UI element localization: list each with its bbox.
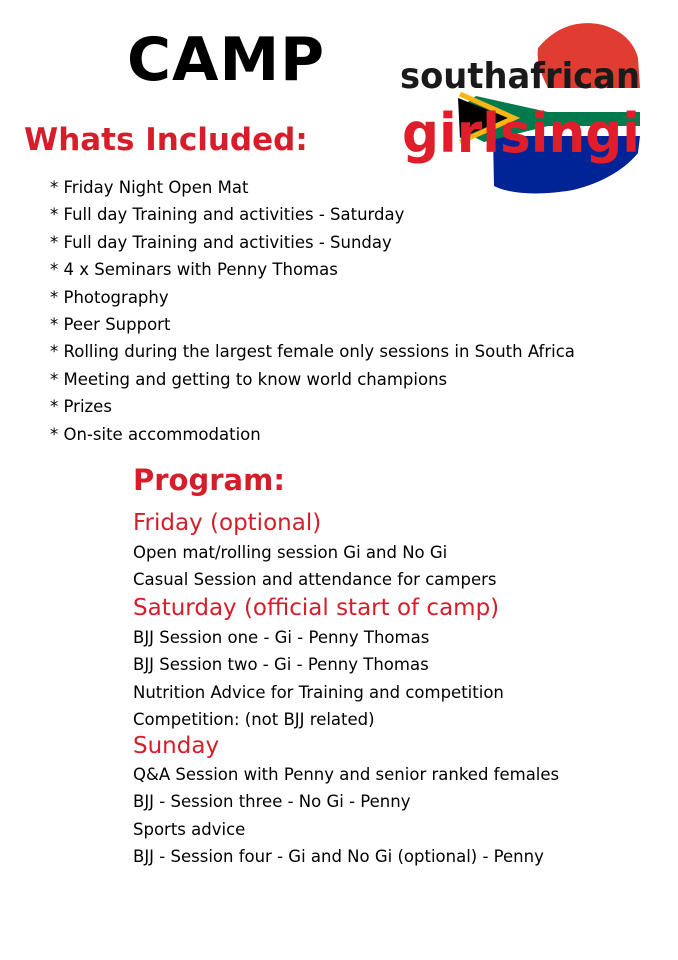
day-saturday-heading: Saturday (official start of camp) [133, 595, 500, 621]
included-item: * Rolling during the largest female only sessions in South Africa [50, 342, 575, 362]
sunday-schedule [133, 761, 559, 871]
schedule-item: Sports advice [133, 819, 246, 839]
schedule-item: Competition: (not BJJ related) [133, 710, 375, 730]
included-item: * Full day Training and activities - Saturday [50, 205, 405, 225]
friday-schedule [133, 539, 496, 594]
page-title: CAMP [127, 25, 326, 95]
schedule-item: BJJ - Session four - Gi and No Gi (optional) - Penny [133, 847, 544, 867]
schedule-item: BJJ Session two - Gi - Penny Thomas [133, 655, 429, 675]
schedule-item: Q&A Session with Penny and senior ranked females [133, 765, 560, 784]
schedule-item: BJJ Session one - Gi - Penny Thomas [133, 628, 430, 647]
included-item: * Full day Training and activities - Sunday [50, 232, 392, 252]
saturday-schedule [133, 624, 504, 734]
south-african-girls-in-gi-logo [398, 18, 646, 196]
logo-bottom-text: girlsingi [402, 102, 640, 165]
whats-included-heading: Whats Included: [24, 122, 308, 158]
included-item: * Photography [50, 287, 169, 307]
included-item: * On-site accommodation [50, 424, 261, 444]
logo-top-text: southafrican [400, 56, 640, 97]
included-item: * Prizes [50, 397, 112, 417]
schedule-item: Nutrition Advice for Training and competition [133, 682, 504, 702]
included-list [50, 174, 575, 448]
schedule-item: Open mat/rolling session Gi and No Gi [133, 543, 448, 562]
included-item: * Friday Night Open Mat [50, 178, 249, 197]
day-sunday-heading: Sunday [133, 733, 220, 759]
included-item: * Meeting and getting to know world champions [50, 369, 448, 389]
included-item: * 4 x Seminars with Penny Thomas [50, 260, 338, 280]
day-friday-heading: Friday (optional) [133, 510, 322, 536]
program-heading: Program: [133, 463, 285, 497]
schedule-item: BJJ - Session three - No Gi - Penny [133, 792, 411, 812]
schedule-item: Casual Session and attendance for campers [133, 570, 497, 590]
included-item: * Peer Support [50, 315, 171, 335]
